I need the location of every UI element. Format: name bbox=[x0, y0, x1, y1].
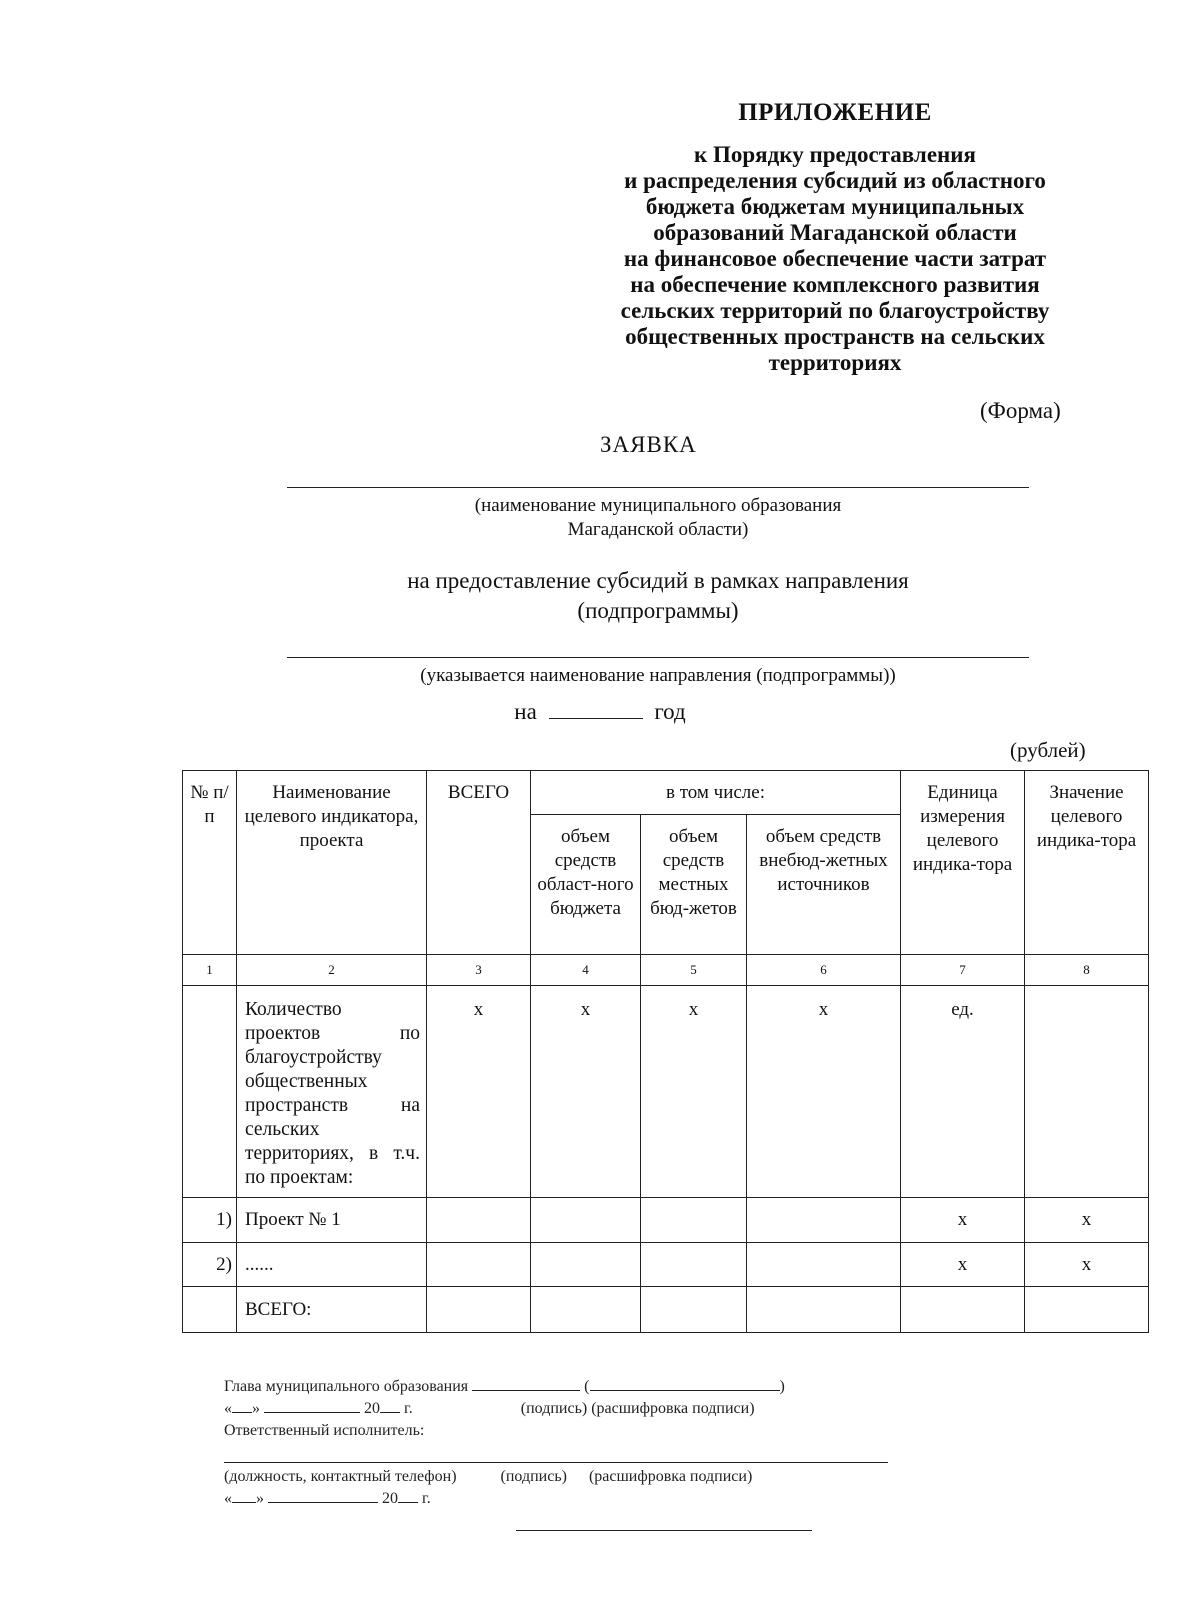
date-open-quote: « bbox=[224, 1490, 232, 1507]
appendix-line: к Порядку предоставления bbox=[694, 142, 976, 167]
project-num: 1) bbox=[183, 1198, 237, 1243]
column-number: 6 bbox=[747, 955, 901, 986]
signature-caption: (подпись) bbox=[500, 1468, 567, 1485]
total-cell bbox=[747, 1287, 901, 1333]
appendix-header bbox=[570, 100, 1100, 376]
table-row bbox=[183, 1243, 1149, 1287]
purpose-text bbox=[287, 566, 1029, 626]
indicator-row bbox=[183, 986, 1149, 1198]
paren-close: ) bbox=[779, 1378, 785, 1395]
total-cell bbox=[641, 1287, 747, 1333]
decoding-caption: (расшифровка подписи) bbox=[591, 1400, 755, 1417]
total-cell bbox=[1025, 1287, 1149, 1333]
column-number: 1 bbox=[183, 955, 237, 986]
column-number: 7 bbox=[901, 955, 1025, 986]
responsible-captions bbox=[224, 1466, 924, 1510]
appendix-line: бюджета бюджетам муниципальных bbox=[645, 194, 1025, 219]
indicator-local: x bbox=[641, 986, 747, 1198]
purpose-line: (подпрограммы) bbox=[577, 598, 739, 623]
day-blank bbox=[232, 1488, 256, 1503]
signature-block bbox=[224, 1376, 924, 1442]
request-table bbox=[182, 770, 1149, 1333]
appendix-line: территориях bbox=[768, 350, 902, 375]
date-close-quote: » bbox=[252, 1400, 260, 1417]
project-num: 2) bbox=[183, 1243, 237, 1287]
year-suffix-small: г. bbox=[422, 1490, 431, 1507]
year-prefix-small: 20 bbox=[364, 1400, 380, 1417]
municipality-caption bbox=[287, 494, 1029, 542]
purpose-line: на предоставление субсидий в рамках направления bbox=[407, 568, 909, 593]
project-value: x bbox=[1025, 1243, 1149, 1287]
header-local-budget: объем средств местных бюд-жетов bbox=[641, 815, 747, 955]
header-value: Значение целевого индика-тора bbox=[1025, 771, 1149, 955]
day-blank bbox=[232, 1398, 252, 1413]
year-line bbox=[0, 698, 1200, 725]
project-regional bbox=[531, 1243, 641, 1287]
total-cell bbox=[531, 1287, 641, 1333]
year-suffix: год bbox=[654, 699, 686, 724]
project-unit: x bbox=[901, 1198, 1025, 1243]
request-title: ЗАЯВКА bbox=[600, 432, 697, 457]
appendix-line: и распределения субсидий из областного bbox=[624, 168, 1046, 193]
municipality-caption-line: Магаданской области) bbox=[567, 519, 749, 540]
month-blank bbox=[268, 1488, 378, 1503]
total-num bbox=[183, 1287, 237, 1333]
currency-label: (рублей) bbox=[1010, 738, 1086, 762]
head-signature-line bbox=[224, 1376, 924, 1398]
column-number: 2 bbox=[237, 955, 427, 986]
direction-caption: (указывается наименование направления (подпрограммы)) bbox=[420, 665, 896, 686]
appendix-line: образований Магаданской области bbox=[653, 220, 1017, 245]
appendix-line: общественных пространств на сельских bbox=[625, 324, 1045, 349]
header-num: № п/п bbox=[183, 771, 237, 955]
header-total: ВСЕГО bbox=[427, 771, 531, 955]
indicator-unit: ед. bbox=[901, 986, 1025, 1198]
paren-open: ( bbox=[584, 1378, 590, 1395]
indicator-regional: x bbox=[531, 986, 641, 1198]
head-signature-blank bbox=[472, 1376, 580, 1391]
header-name: Наименование целевого индикатора, проекта bbox=[237, 771, 427, 955]
responsible-date-line bbox=[224, 1488, 924, 1510]
head-date-line bbox=[224, 1398, 924, 1420]
year-prefix-small: 20 bbox=[382, 1490, 398, 1507]
project-local bbox=[641, 1198, 747, 1243]
responsible-label: Ответственный исполнитель: bbox=[224, 1422, 425, 1439]
project-extra bbox=[747, 1243, 901, 1287]
table-row bbox=[183, 1198, 1149, 1243]
appendix-line: на обеспечение комплексного развития bbox=[630, 272, 1040, 297]
column-numbers-row bbox=[183, 955, 1149, 986]
appendix-title: ПРИЛОЖЕНИЕ bbox=[738, 99, 932, 126]
header-extrabudgetary: объем средств внебюд-жетных источников bbox=[747, 815, 901, 955]
project-regional bbox=[531, 1198, 641, 1243]
project-value: x bbox=[1025, 1198, 1149, 1243]
month-blank bbox=[264, 1398, 360, 1413]
project-name: ...... bbox=[237, 1243, 427, 1287]
date-open-quote: « bbox=[224, 1400, 232, 1417]
position-caption: (должность, контактный телефон) bbox=[224, 1468, 457, 1485]
project-total bbox=[427, 1198, 531, 1243]
responsible-blank-line bbox=[224, 1462, 888, 1463]
year-prefix: на bbox=[514, 699, 537, 724]
head-decoding-blank bbox=[590, 1376, 780, 1391]
project-name: Проект № 1 bbox=[237, 1198, 427, 1243]
appendix-line: сельских территорий по благоустройству bbox=[620, 298, 1050, 323]
total-cell bbox=[427, 1287, 531, 1333]
total-cell bbox=[901, 1287, 1025, 1333]
indicator-num bbox=[183, 986, 237, 1198]
head-label: Глава муниципального образования bbox=[224, 1378, 469, 1395]
header-including: в том числе: bbox=[531, 771, 901, 815]
form-mark: (Форма) bbox=[980, 398, 1061, 423]
direction-blank-line bbox=[287, 657, 1029, 658]
signature-caption: (подпись) bbox=[520, 1400, 588, 1417]
project-extra bbox=[747, 1198, 901, 1243]
column-number: 3 bbox=[427, 955, 531, 986]
municipality-blank-line bbox=[287, 487, 1029, 488]
total-row bbox=[183, 1287, 1149, 1333]
bottom-line bbox=[516, 1530, 812, 1531]
year-blank bbox=[549, 698, 643, 719]
indicator-value bbox=[1025, 986, 1149, 1198]
year-blank-small bbox=[398, 1488, 418, 1503]
appendix-line: на финансовое обеспечение части затрат bbox=[623, 246, 1047, 271]
header-unit: Единица измерения целевого индика-тора bbox=[901, 771, 1025, 955]
decoding-caption: (расшифровка подписи) bbox=[588, 1468, 753, 1485]
total-label: ВСЕГО: bbox=[237, 1287, 427, 1333]
project-local bbox=[641, 1243, 747, 1287]
project-total bbox=[427, 1243, 531, 1287]
indicator-name: Количество проектов по благоустройству общественных пространств на сельских территориях, в т.ч. по проектам: bbox=[237, 986, 427, 1198]
indicator-total: x bbox=[427, 986, 531, 1198]
header-regional-budget: объем средств област-ного бюджета bbox=[531, 815, 641, 955]
date-close-quote: » bbox=[256, 1490, 264, 1507]
year-suffix-small: г. bbox=[404, 1400, 413, 1417]
column-number: 5 bbox=[641, 955, 747, 986]
project-unit: x bbox=[901, 1243, 1025, 1287]
year-blank-small bbox=[380, 1398, 400, 1413]
column-number: 4 bbox=[531, 955, 641, 986]
column-number: 8 bbox=[1025, 955, 1149, 986]
municipality-caption-line: (наименование муниципального образования bbox=[474, 495, 842, 516]
indicator-extra: x bbox=[747, 986, 901, 1198]
